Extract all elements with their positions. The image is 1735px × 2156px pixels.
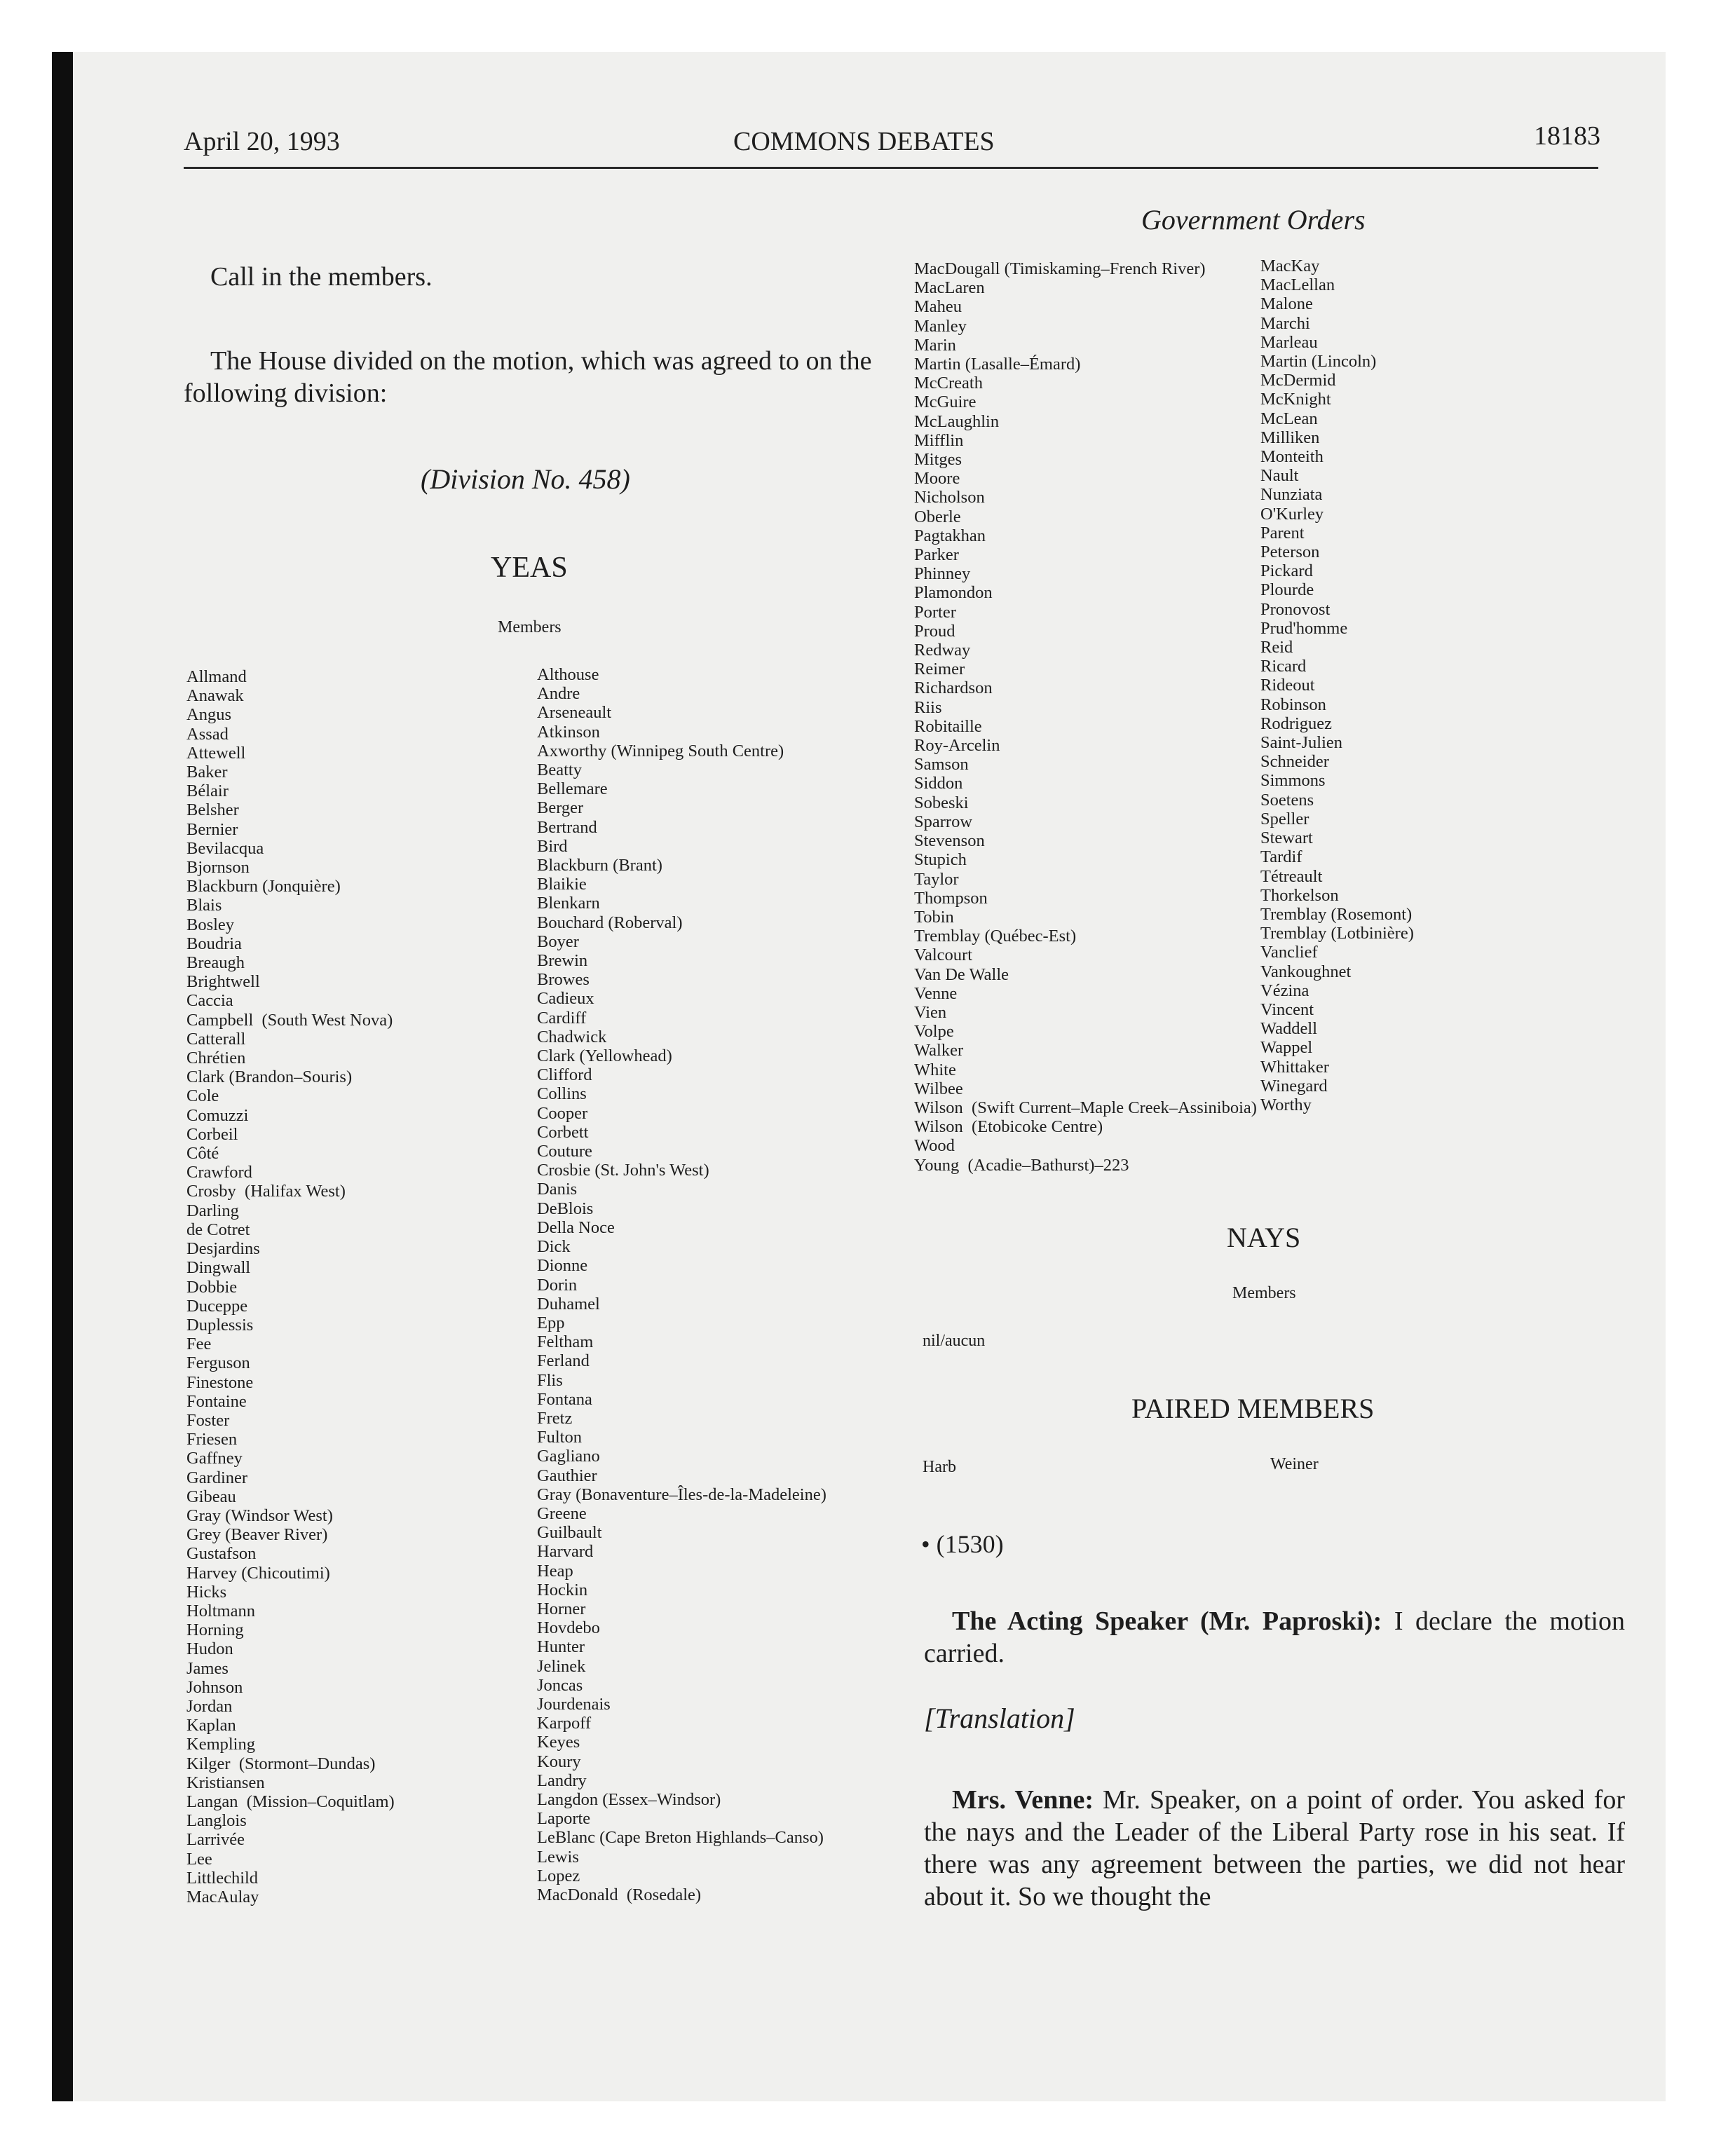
yeas-column-4 <box>1260 257 1414 1114</box>
member-name: Fontana <box>537 1389 592 1409</box>
member-name: Wilbee <box>914 1079 963 1098</box>
member-name: Blenkarn <box>537 894 600 913</box>
member-name: Collins <box>537 1084 587 1104</box>
member-name: Valcourt <box>914 946 972 965</box>
member-name: Cooper <box>537 1103 588 1123</box>
member-name: Rideout <box>1260 676 1315 695</box>
nays-heading: NAYS <box>1227 1222 1301 1253</box>
member-name: Fulton <box>537 1428 582 1447</box>
member-name: Nunziata <box>1260 485 1323 505</box>
member-name: Caccia <box>186 991 233 1011</box>
member-name: Maheu <box>914 297 962 317</box>
member-name: Blackburn (Brant) <box>537 856 662 875</box>
header-rule <box>184 167 1598 169</box>
acting-speaker-paragraph <box>924 1605 1625 1670</box>
member-name: Catterall <box>186 1029 246 1049</box>
member-name: Blaikie <box>537 875 587 894</box>
member-name: Bouchard (Roberval) <box>537 913 683 932</box>
member-name: Côté <box>186 1144 219 1164</box>
binding-edge <box>52 52 73 2101</box>
yeas-column-3 <box>914 259 1257 1175</box>
member-name: Mitges <box>914 450 962 470</box>
member-name: Wood <box>914 1136 955 1156</box>
yeas-column-2 <box>537 665 826 1904</box>
member-name: Redway <box>914 641 971 660</box>
member-name: Vézina <box>1260 981 1309 1000</box>
member-name: Gray (Windsor West) <box>186 1506 333 1525</box>
member-name: Andre <box>537 684 580 704</box>
member-name: Tobin <box>914 907 954 927</box>
member-name: Siddon <box>914 774 963 793</box>
member-name: Peterson <box>1260 543 1320 562</box>
division-number: (Division No. 458) <box>421 463 630 495</box>
member-name: Saint-Julien <box>1260 733 1343 753</box>
member-name: Danis <box>537 1180 578 1199</box>
member-name: Duceppe <box>186 1296 248 1316</box>
member-name: Clifford <box>537 1065 592 1085</box>
member-name: de Cotret <box>186 1220 250 1239</box>
member-name: Jelinek <box>537 1656 586 1676</box>
member-name: Belsher <box>186 800 239 820</box>
member-name: Duplessis <box>186 1315 254 1335</box>
member-name: Proud <box>914 621 955 641</box>
member-name: O'Kurley <box>1260 504 1324 524</box>
member-name: Vanclief <box>1260 943 1318 962</box>
member-name: Bellemare <box>537 779 608 799</box>
member-name: Dobbie <box>186 1277 238 1297</box>
member-name: Robitaille <box>914 716 982 736</box>
member-name: Oberle <box>914 507 961 526</box>
page-number: 18183 <box>1534 121 1600 151</box>
member-name: LeBlanc (Cape Breton Highlands–Canso) <box>537 1828 824 1848</box>
member-name: Nicholson <box>914 488 985 507</box>
member-name: Laporte <box>537 1809 591 1829</box>
yeas-members-label: Members <box>498 618 562 636</box>
member-name: Atkinson <box>537 722 600 742</box>
member-name: Wilson (Swift Current–Maple Creek–Assiniboia) <box>914 1098 1257 1117</box>
member-name: Attewell <box>186 743 246 763</box>
member-name: Jourdenais <box>537 1694 611 1714</box>
member-name: Blais <box>186 896 222 915</box>
member-name: Clark (Brandon–Souris) <box>186 1067 353 1087</box>
member-name: Littlechild <box>186 1868 259 1888</box>
member-name: Pickard <box>1260 561 1313 581</box>
member-name: Stevenson <box>914 831 985 851</box>
member-name: Langan (Mission–Coquitlam) <box>186 1792 395 1811</box>
member-name: Martin (Lincoln) <box>1260 352 1377 371</box>
member-name: Althouse <box>537 665 599 684</box>
member-name: Cadieux <box>537 989 594 1009</box>
member-name: Langdon (Essex–Windsor) <box>537 1789 721 1809</box>
member-name: Phinney <box>914 564 971 584</box>
member-name: McDermid <box>1260 371 1336 390</box>
member-name: Comuzzi <box>186 1105 249 1125</box>
member-name: Feltham <box>537 1332 594 1352</box>
member-name: Nault <box>1260 466 1299 486</box>
member-name: Rodriguez <box>1260 714 1333 733</box>
member-name: Kilger (Stormont–Dundas) <box>186 1754 376 1773</box>
member-name: Fretz <box>537 1408 573 1428</box>
member-name: Fee <box>186 1335 212 1354</box>
member-name: Robinson <box>1260 695 1326 714</box>
member-name: Speller <box>1260 809 1309 828</box>
member-name: Harvey (Chicoutimi) <box>186 1563 330 1583</box>
member-name: Assad <box>186 724 229 744</box>
member-name: Stewart <box>1260 828 1313 848</box>
member-name: Flis <box>537 1370 563 1390</box>
member-name: MacLellan <box>1260 275 1335 295</box>
member-name: Pronovost <box>1260 599 1331 619</box>
speaker-text: I declare the motion carried. <box>924 1606 1625 1668</box>
member-name: Crosby (Halifax West) <box>186 1182 346 1201</box>
member-name: White <box>914 1060 956 1079</box>
member-name: Horner <box>537 1599 586 1618</box>
member-name: James <box>186 1658 229 1678</box>
member-name: Della Noce <box>537 1217 615 1237</box>
member-name: Roy-Arcelin <box>914 736 1000 756</box>
member-name: Hockin <box>537 1580 588 1599</box>
member-name: Prud'homme <box>1260 618 1348 638</box>
member-name: Lewis <box>537 1847 579 1867</box>
member-name: Koury <box>537 1752 581 1771</box>
member-name: Walker <box>914 1041 964 1060</box>
member-name: Moore <box>914 469 960 489</box>
member-name: Friesen <box>186 1430 238 1449</box>
member-name: Crawford <box>186 1163 252 1182</box>
venne-name: Mrs. Venne: <box>952 1785 1094 1815</box>
member-name: Whittaker <box>1260 1057 1329 1077</box>
member-name: Sparrow <box>914 812 973 831</box>
member-name: Jordan <box>186 1696 233 1716</box>
member-name: Couture <box>537 1142 592 1161</box>
member-name: Bird <box>537 836 568 856</box>
member-name: MacDougall (Timiskaming–French River) <box>914 259 1206 278</box>
member-name: McLean <box>1260 409 1318 428</box>
member-name: Bjornson <box>186 858 250 878</box>
member-name: Schneider <box>1260 752 1329 772</box>
member-name: Vien <box>914 1002 947 1022</box>
member-name: Darling <box>186 1201 239 1220</box>
member-name: Vincent <box>1260 999 1314 1019</box>
nays-members-label: Members <box>1232 1284 1296 1302</box>
member-name: Gagliano <box>537 1447 600 1466</box>
member-name: Beatty <box>537 760 582 780</box>
member-name: Tardif <box>1260 847 1302 867</box>
member-name: Brightwell <box>186 972 260 992</box>
speaker-name: The Acting Speaker (Mr. Paproski): <box>952 1606 1382 1636</box>
member-name: Tétreault <box>1260 866 1323 886</box>
member-name: Chadwick <box>537 1027 607 1046</box>
member-name: Ferguson <box>186 1353 250 1373</box>
member-name: Vankoughnet <box>1260 962 1352 981</box>
member-name: Wilson (Etobicoke Centre) <box>914 1117 1103 1137</box>
member-name: Dick <box>537 1237 571 1257</box>
member-name: Harvard <box>537 1542 594 1562</box>
member-name: Dingwall <box>186 1258 251 1278</box>
member-name: Sobeski <box>914 793 969 812</box>
member-name: Grey (Beaver River) <box>186 1525 328 1545</box>
member-name: Langlois <box>186 1811 247 1831</box>
paired-member-right: Weiner <box>1270 1455 1319 1473</box>
member-name: Larrivée <box>186 1830 245 1850</box>
member-name: Manley <box>914 316 967 336</box>
member-name: Foster <box>186 1410 230 1430</box>
member-name: Boudria <box>186 934 242 953</box>
member-name: Lopez <box>537 1866 580 1885</box>
member-name: Arseneault <box>537 703 612 723</box>
member-name: Crosbie (St. John's West) <box>537 1161 709 1180</box>
translation-marker: [Translation] <box>924 1703 1075 1734</box>
member-name: Axworthy (Winnipeg South Centre) <box>537 741 784 760</box>
member-name: Holtmann <box>186 1601 255 1621</box>
member-name: Bevilacqua <box>186 838 264 858</box>
member-name: Hicks <box>186 1582 227 1602</box>
member-name: Ferland <box>537 1351 590 1371</box>
member-name: Bosley <box>186 915 235 934</box>
member-name: Porter <box>914 602 956 622</box>
member-name: Van De Walle <box>914 964 1009 984</box>
member-name: Worthy <box>1260 1095 1312 1114</box>
yeas-heading: YEAS <box>491 552 568 584</box>
member-name: Karpoff <box>537 1714 592 1733</box>
member-name: Lee <box>186 1849 212 1869</box>
member-name: Finestone <box>186 1372 254 1392</box>
member-name: DeBlois <box>537 1199 594 1218</box>
member-name: Richardson <box>914 678 993 698</box>
member-name: Tremblay (Rosemont) <box>1260 904 1413 924</box>
member-name: Kristiansen <box>186 1773 265 1792</box>
member-name: Plourde <box>1260 580 1314 600</box>
member-name: Brewin <box>537 951 588 971</box>
member-name: Johnson <box>186 1677 243 1697</box>
member-name: MacKay <box>1260 257 1320 275</box>
member-name: Taylor <box>914 869 959 889</box>
member-name: Marleau <box>1260 332 1318 352</box>
member-name: Monteith <box>1260 447 1324 467</box>
member-name: Berger <box>537 798 584 818</box>
member-name: McLaughlin <box>914 411 1000 431</box>
member-name: Campbell (South West Nova) <box>186 1010 393 1030</box>
member-name: Riis <box>914 697 942 717</box>
member-name: Marchi <box>1260 313 1310 333</box>
member-name: Hunter <box>537 1637 585 1657</box>
member-name: Bélair <box>186 782 229 801</box>
member-name: Gustafson <box>186 1544 257 1564</box>
member-name: Cardiff <box>537 1008 587 1028</box>
call-in-members: Call in the members. <box>210 262 433 292</box>
member-name: Parker <box>914 545 959 565</box>
member-name: MacAulay <box>186 1888 259 1906</box>
member-name: Ricard <box>1260 657 1307 676</box>
member-name: Dionne <box>537 1256 588 1276</box>
member-name: Horning <box>186 1621 244 1640</box>
member-name: McGuire <box>914 393 977 412</box>
member-name: Bernier <box>186 819 238 839</box>
member-name: Thorkelson <box>1260 885 1339 905</box>
member-name: Landry <box>537 1770 587 1790</box>
member-name: Plamondon <box>914 583 993 603</box>
member-name: Malone <box>1260 294 1313 314</box>
member-name: MacLaren <box>914 278 985 298</box>
member-name: Reimer <box>914 660 965 679</box>
member-name: Joncas <box>537 1675 583 1695</box>
member-name: Keyes <box>537 1733 580 1752</box>
member-name: McCreath <box>914 374 983 393</box>
header-date: April 20, 1993 <box>184 127 340 156</box>
member-name: Baker <box>186 763 228 782</box>
member-name: Venne <box>914 983 958 1003</box>
member-name: Wappel <box>1260 1038 1313 1058</box>
member-name: Marin <box>914 335 956 355</box>
member-name: Thompson <box>914 888 988 908</box>
yeas-column-1 <box>186 667 395 1906</box>
member-name: Blackburn (Jonquière) <box>186 877 341 896</box>
member-name: Clark (Yellowhead) <box>537 1046 672 1066</box>
member-name: Pagtakhan <box>914 526 986 545</box>
member-name: Tremblay (Québec-Est) <box>914 927 1077 946</box>
paired-member-left: Harb <box>923 1458 956 1476</box>
header-title: COMMONS DEBATES <box>733 127 995 156</box>
member-name: Soetens <box>1260 790 1314 810</box>
member-name: Gauthier <box>537 1466 597 1485</box>
member-name: Chrétien <box>186 1049 246 1068</box>
venne-paragraph <box>924 1784 1625 1913</box>
member-name: Cole <box>186 1086 219 1106</box>
member-name: Hudon <box>186 1639 233 1659</box>
member-name: Young (Acadie–Bathurst)–223 <box>914 1155 1129 1175</box>
nays-value: nil/aucun <box>923 1332 986 1350</box>
member-name: Waddell <box>1260 1019 1318 1039</box>
member-name: Samson <box>914 755 969 775</box>
member-name: Winegard <box>1260 1076 1328 1096</box>
member-name: Gibeau <box>186 1487 236 1506</box>
member-name: Browes <box>537 970 590 990</box>
member-name: Fontaine <box>186 1391 247 1411</box>
member-name: Guilbault <box>537 1523 602 1543</box>
member-name: Kaplan <box>186 1716 236 1735</box>
member-name: Breaugh <box>186 953 245 973</box>
member-name: Gaffney <box>186 1449 243 1468</box>
member-name: Gardiner <box>186 1468 248 1487</box>
member-name: Parent <box>1260 523 1305 543</box>
member-name: Anawak <box>186 686 244 706</box>
member-name: Tremblay (Lotbinière) <box>1260 924 1414 943</box>
member-name: Hovdebo <box>537 1618 600 1638</box>
member-name: Angus <box>186 705 231 725</box>
paired-heading: PAIRED MEMBERS <box>1131 1393 1375 1424</box>
division-intro: The House divided on the motion, which was agreed to on the following division: <box>184 346 872 408</box>
member-name: Allmand <box>186 667 247 686</box>
member-name: MacDonald (Rosedale) <box>537 1885 702 1904</box>
member-name: Martin (Lasalle–Émard) <box>914 355 1081 374</box>
member-name: Bertrand <box>537 817 597 837</box>
member-name: Simmons <box>1260 771 1326 791</box>
time-marker: • (1530) <box>921 1530 1004 1558</box>
section-heading: Government Orders <box>1141 204 1366 236</box>
member-name: Stupich <box>914 850 967 870</box>
member-name: McKnight <box>1260 390 1331 409</box>
member-name: Heap <box>537 1561 573 1581</box>
member-name: Milliken <box>1260 428 1320 447</box>
member-name: Corbeil <box>186 1124 238 1144</box>
member-name: Volpe <box>914 1022 954 1042</box>
member-name: Gray (Bonaventure–Îles-de-la-Madeleine) <box>537 1485 826 1504</box>
member-name: Epp <box>537 1313 565 1332</box>
member-name: Desjardins <box>186 1239 260 1259</box>
member-name: Reid <box>1260 638 1293 657</box>
member-name: Duhamel <box>537 1294 600 1314</box>
member-name: Mifflin <box>914 430 964 450</box>
member-name: Kempling <box>186 1735 255 1754</box>
member-name: Dorin <box>537 1275 578 1295</box>
member-name: Boyer <box>537 932 579 951</box>
venne-text: Mr. Speaker, on a point of order. You asked for the nays and the Leader of the Liberal Party rose in his seat. If there was any agreement between the parties, we did not hear about it. So we thought the <box>924 1785 1625 1911</box>
member-name: Corbett <box>537 1122 589 1142</box>
member-name: Greene <box>537 1503 587 1523</box>
